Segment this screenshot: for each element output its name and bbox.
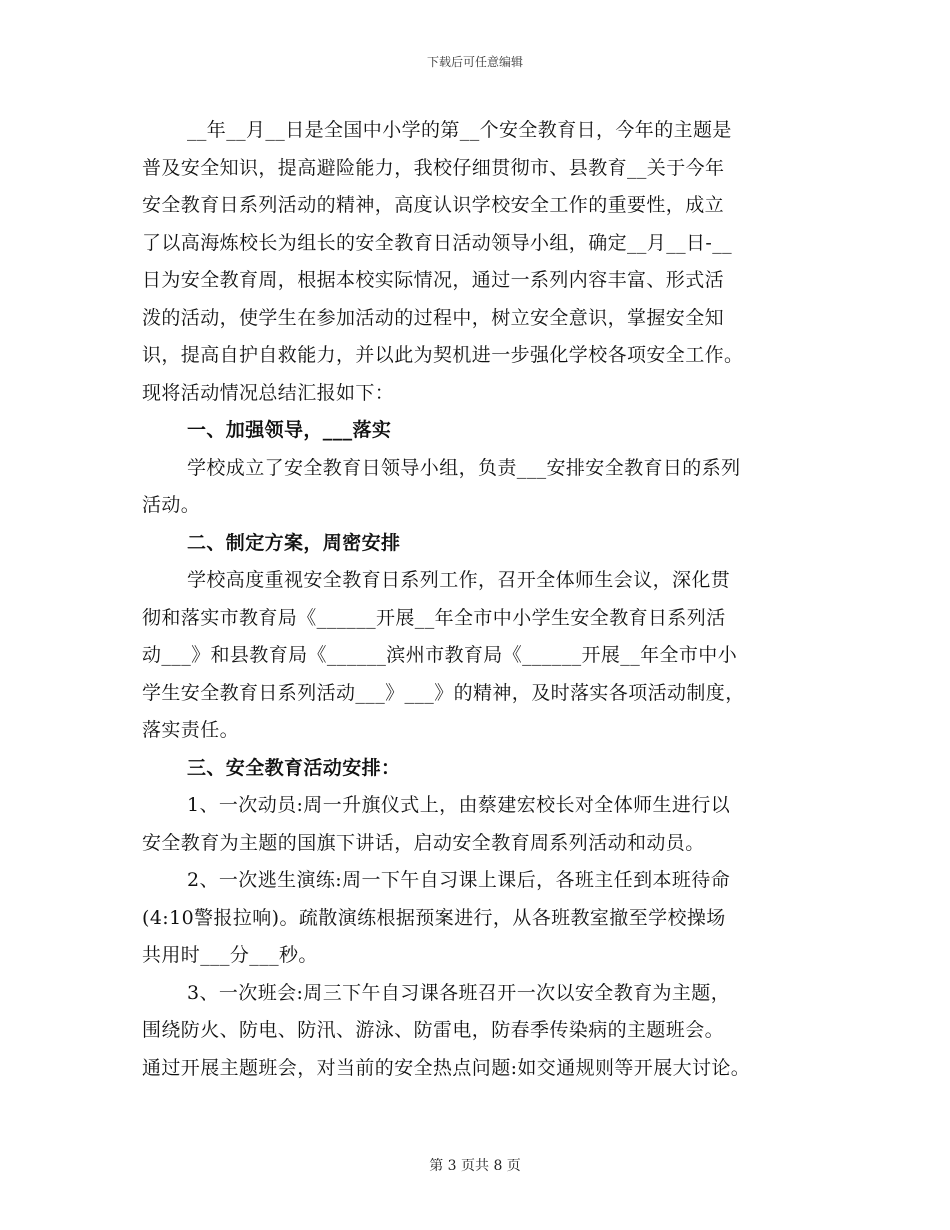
section-1-paragraph xyxy=(142,450,822,525)
activity-item-2 xyxy=(142,862,822,975)
activity-item-1 xyxy=(142,787,822,862)
document-body xyxy=(142,112,822,1087)
text-line: 活动。 xyxy=(142,494,201,516)
text-line: 2、一次逃生演练:周一下午自习课上课后，各班主任到本班待命 xyxy=(187,869,731,891)
intro-paragraph xyxy=(142,112,822,412)
text-line: 彻和落实市教育局《______开展__年全市中小学生安全教育日系列活 xyxy=(142,606,726,629)
text-line: 通过开展主题班会，对当前的安全热点问题:如交通规则等开展大讨论。 xyxy=(142,1056,751,1079)
text-line: 学校高度重视安全教育日系列工作，召开全体师生会议，深化贯 xyxy=(187,569,731,591)
text-line: (4:10警报拉响)。疏散演练根据预案进行，从各班教室撤至学校操场 xyxy=(142,906,726,929)
section-heading-3: 三、安全教育活动安排： xyxy=(187,756,401,779)
text-line: 落实责任。 xyxy=(142,719,240,741)
text-line: 了以高海炼校长为组长的安全教育日活动领导小组，确定__月__日-__ xyxy=(142,231,733,254)
page-header: 下载后可任意编辑 xyxy=(426,55,523,69)
text-line: 安全教育日系列活动的精神，高度认识学校安全工作的重要性，成立 xyxy=(142,194,725,216)
text-line: 日为安全教育周，根据本校实际情况，通过一系列内容丰富、形式活 xyxy=(142,269,725,291)
text-line: 学生安全教育日系列活动___》___》的精神，及时落实各项活动制度， xyxy=(142,681,745,704)
text-line: 安全教育为主题的国旗下讲话，启动安全教育周系列活动和动员。 xyxy=(142,831,705,854)
section-heading-2: 二、制定方案，周密安排 xyxy=(187,531,401,554)
text-line: 动___》和县教育局《______滨州市教育局《______开展__年全市中小 xyxy=(142,644,738,666)
text-line: 普及安全知识，提高避险能力，我校仔细贯彻市、县教育__关于今年 xyxy=(142,156,725,179)
text-line: 围绕防火、防电、防汛、游泳、防雷电，防春季传染病的主题班会。 xyxy=(142,1019,725,1041)
text-line: 3、一次班会:周三下午自习课各班召开一次以安全教育为主题， xyxy=(187,981,731,1004)
page-number: 第 3 页共 8 页 xyxy=(429,1158,521,1174)
section-heading-1: 一、加强领导，___落实 xyxy=(187,419,392,441)
text-line: 共用时___分___秒。 xyxy=(142,944,318,966)
section-2-paragraph xyxy=(142,562,822,750)
text-line: 1、一次动员:周一升旗仪式上，由蔡建宏校长对全体师生进行以 xyxy=(187,794,731,816)
text-line: 泼的活动，使学生在参加活动的过程中，树立安全意识，掌握安全知 xyxy=(142,306,725,329)
text-line: 现将活动情况总结汇报如下： xyxy=(142,381,395,404)
activity-item-3 xyxy=(142,975,822,1088)
text-line: __年__月__日是全国中小学的第__个安全教育日，今年的主题是 xyxy=(187,119,732,141)
text-line: 学校成立了安全教育日领导小组，负责___安排安全教育日的系列 xyxy=(187,456,741,479)
text-line: 识，提高自护自救能力，并以此为契机进一步强化学校各项安全工作。 xyxy=(142,344,744,366)
